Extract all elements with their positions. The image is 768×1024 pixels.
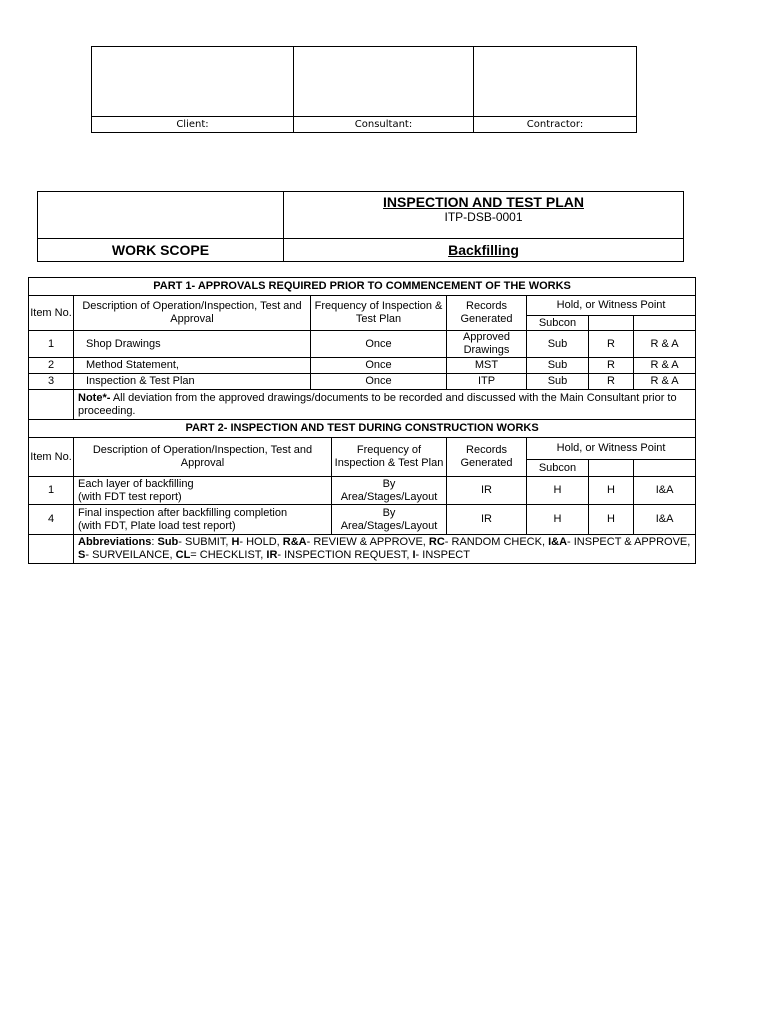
- part2-row1-records: IR: [447, 477, 527, 505]
- abbr-value: - HOLD,: [239, 536, 283, 548]
- consultant-label: Consultant:: [294, 117, 474, 133]
- abbr-value: = CHECKLIST,: [190, 549, 267, 561]
- abbr-value: - SUBMIT,: [178, 536, 232, 548]
- part1-col-subcon: Subcon: [527, 316, 589, 331]
- part1-row3-description: Inspection & Test Plan: [74, 374, 311, 390]
- part1-row1-c3: R & A: [634, 331, 696, 358]
- title-cell: [284, 192, 684, 239]
- part1-col-item: Item No.: [29, 296, 74, 331]
- part2-col-blank-b: [634, 460, 696, 477]
- part2-row2-freq-line2: Area/Stages/Layout: [340, 519, 438, 532]
- part2-row1-freq-line2: Area/Stages/Layout: [340, 490, 438, 503]
- abbr-key: I&A: [548, 536, 568, 548]
- itp-header-table: [37, 191, 684, 262]
- part1-row2-frequency: Once: [311, 358, 447, 374]
- abbr-key: Sub: [157, 536, 179, 548]
- part1-title: PART 1- APPROVALS REQUIRED PRIOR TO COMMENCEMENT OF THE WORKS: [29, 278, 696, 296]
- abbreviations-row: [29, 535, 696, 564]
- part2-title: PART 2- INSPECTION AND TEST DURING CONSTRUCTION WORKS: [29, 420, 696, 438]
- part1-row3-c2: R: [589, 374, 634, 390]
- part1-col-description: Description of Operation/Inspection, Test and Approval: [74, 296, 311, 331]
- part1-row2-item: 2: [29, 358, 74, 374]
- note-row: [29, 390, 696, 420]
- itp-main-table: [28, 277, 696, 564]
- abbr-value: - INSPECTION REQUEST,: [277, 549, 413, 561]
- part2-row1-c3: I&A: [634, 477, 696, 505]
- part2-row2-freq-line1: By: [382, 506, 396, 519]
- part1-note: [74, 390, 696, 420]
- table-row: [29, 358, 696, 374]
- signature-table: [91, 46, 637, 133]
- part2-col-item: Item No.: [29, 438, 74, 477]
- part1-col-records: Records Generated: [447, 296, 527, 331]
- part2-row1-freq-line1: By: [382, 477, 396, 490]
- part2-row1-desc-line2: (with FDT test report): [78, 490, 182, 503]
- work-scope-value: Backfilling: [284, 239, 684, 262]
- abbr-key: R&A: [282, 536, 307, 548]
- part2-col-hold: Hold, or Witness Point: [527, 438, 696, 460]
- abbr-value: - INSPECT & APPROVE,: [567, 536, 691, 548]
- part1-row3-item: 3: [29, 374, 74, 390]
- part1-row1-subcon: Sub: [527, 331, 589, 358]
- abbreviations: Abbreviations: Sub- SUBMIT, H- HOLD, R&A- REVIEW & APPROVE, RC- RANDOM CHECK, I&A- INSPECT & APPROVE, S- SURVEILANCE, CL= CHECKLIST, IR- INSPECTION REQUEST, I- INSPECT: [74, 535, 696, 564]
- part2-row2-records: IR: [447, 505, 527, 535]
- part2-col-subcon: Subcon: [527, 460, 589, 477]
- part1-row2-c2: R: [589, 358, 634, 374]
- client-signature-box: [92, 47, 294, 117]
- part2-row2-description: [74, 505, 332, 535]
- part2-col-frequency: Frequency of Inspection & Test Plan: [332, 438, 447, 477]
- part1-row3-frequency: Once: [311, 374, 447, 390]
- note-label: Note*-: [78, 391, 111, 404]
- part2-row1-c1: H: [527, 477, 589, 505]
- abbr-value: - RANDOM CHECK,: [444, 536, 549, 548]
- table-row: [29, 505, 696, 535]
- contractor-signature-box: [474, 47, 637, 117]
- abbr-key: S: [78, 549, 86, 561]
- table-row: [29, 374, 696, 390]
- part1-row1-c2: R: [589, 331, 634, 358]
- part1-row2-records: MST: [447, 358, 527, 374]
- part1-col-hold: Hold, or Witness Point: [527, 296, 696, 316]
- abbr-label: Abbreviations: [78, 536, 152, 548]
- part1-col-frequency: Frequency of Inspection & Test Plan: [311, 296, 447, 331]
- part1-row2-c3: R & A: [634, 358, 696, 374]
- part2-row1-desc-line1: Each layer of backfilling: [78, 477, 194, 490]
- note-text: All deviation from the approved drawings/documents to be recorded and discussed with the Main Consultant prior to proceeding.: [78, 391, 677, 417]
- part2-row2-desc-line1: Final inspection after backfilling completion: [78, 506, 288, 519]
- abbr-value: - INSPECT: [415, 549, 470, 561]
- abbr-key: CL: [175, 549, 191, 561]
- client-label: Client:: [92, 117, 294, 133]
- part2-row1-item: 1: [29, 477, 74, 505]
- part1-row1-records: Approved Drawings: [447, 331, 527, 358]
- part1-row3-c3: R & A: [634, 374, 696, 390]
- abbr-key: RC: [428, 536, 445, 548]
- logo-cell: [38, 192, 284, 239]
- part2-row1-c2: H: [589, 477, 634, 505]
- work-scope-label: WORK SCOPE: [38, 239, 284, 262]
- abbr-key: IR: [266, 549, 278, 561]
- contractor-label: Contractor:: [474, 117, 637, 133]
- part2-row2-c3: I&A: [634, 505, 696, 535]
- part2-row2-c2: H: [589, 505, 634, 535]
- part1-row1-item: 1: [29, 331, 74, 358]
- table-row: [29, 331, 696, 358]
- part1-row1-frequency: Once: [311, 331, 447, 358]
- itp-code: ITP-DSB-0001: [444, 210, 523, 224]
- part1-col-blank-a: [589, 316, 634, 331]
- part2-row2-frequency: [332, 505, 447, 535]
- part1-row2-description: Method Statement,: [74, 358, 311, 374]
- consultant-signature-box: [294, 47, 474, 117]
- part2-row1-frequency: [332, 477, 447, 505]
- part2-row1-description: [74, 477, 332, 505]
- part2-col-blank-a: [589, 460, 634, 477]
- table-row: [29, 477, 696, 505]
- itp-title: INSPECTION AND TEST PLAN: [383, 194, 584, 210]
- part1-row2-subcon: Sub: [527, 358, 589, 374]
- part2-row2-c1: H: [527, 505, 589, 535]
- part2-col-description: Description of Operation/Inspection, Test and Approval: [74, 438, 332, 477]
- part2-row2-desc-line2: (with FDT, Plate load test report): [78, 519, 236, 532]
- part1-row1-description: Shop Drawings: [74, 331, 311, 358]
- abbr-key: I: [412, 549, 416, 561]
- abbr-key: H: [231, 536, 240, 548]
- abbr-value: - REVIEW & APPROVE,: [306, 536, 429, 548]
- part1-col-blank-b: [634, 316, 696, 331]
- abbr-value: - SURVEILANCE,: [85, 549, 176, 561]
- part1-row3-subcon: Sub: [527, 374, 589, 390]
- part2-row2-item: 4: [29, 505, 74, 535]
- part1-row3-records: ITP: [447, 374, 527, 390]
- part2-col-records: Records Generated: [447, 438, 527, 477]
